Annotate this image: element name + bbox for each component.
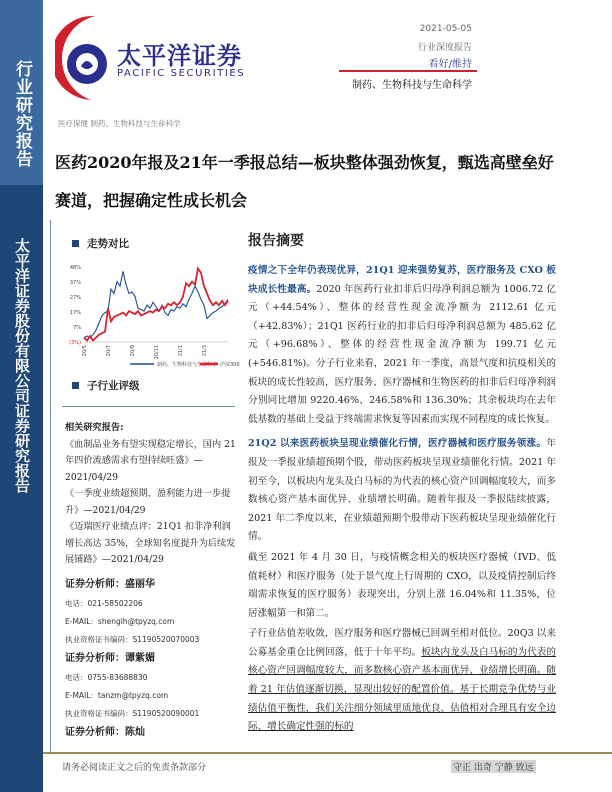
x-tick-label: 21/1: [178, 345, 184, 357]
rating: 看好/维持: [428, 59, 472, 70]
summary-paragraph: [248, 262, 556, 429]
breadcrumb: 医疗保健 制药、生物科技与生命科学: [58, 119, 181, 128]
analyst-cert: 执业资格证书编码：S1190520070003: [65, 634, 200, 644]
related-reports-heading: 相关研究报告:: [65, 422, 124, 433]
y-tick-label: 7%: [73, 325, 81, 331]
header-divider: [339, 70, 477, 72]
subindustry-heading: [72, 378, 140, 393]
summary-text: 年报及一季报业绩超预期个股，带动医药板块呈现业绩催化行情。2021 年初至今，以板块内龙头及白马标的为代表的核心资产回调幅度较大，而多数核心资产基本面优异、业绩增长明确。随着年报及一季报陆续披露，2021 年二季度以来，在业绩超预期个股带动下医药板块呈现业绩催化行情。: [248, 438, 556, 543]
x-tick-label: 20/5: [82, 345, 88, 357]
x-tick-label: 20/7: [106, 345, 112, 357]
column-divider: [50, 220, 51, 752]
bullet-square-icon: [72, 382, 79, 389]
summary-paragraph: [248, 435, 556, 547]
brand-name-en: PACIFIC SECURITIES: [117, 68, 246, 79]
legend-label-sector: 制药、生物科技与生命科学: [157, 362, 218, 368]
analyst-cert: 执业资格证书编码：S1190520090001: [65, 708, 200, 718]
summary-heading: 报告摘要: [248, 233, 304, 249]
summary-highlight: 疫情之下全年仍表现优异，21Q1 迎来强势复苏，医疗服务及 CXO 板块成长性最高。: [248, 265, 556, 295]
brand-name-cn: 太平洋证券: [117, 42, 242, 70]
x-tick-label: 20/9: [130, 345, 136, 357]
y-tick-label: 17%: [69, 310, 81, 316]
industry-label: 制药、生物科技与生命科学: [352, 80, 472, 91]
page-title-line-1: 医药2020年报及21年一季报总结—板块整体强劲恢复，甄选高壁垒好: [55, 153, 554, 172]
trend-heading-text: 走势对比: [87, 238, 129, 250]
disclaimer-note: 请务必阅读正文之后的免责条款部分: [62, 763, 207, 773]
y-tick-label: 27%: [69, 295, 81, 301]
y-tick-label: 48%: [69, 265, 81, 271]
related-report-link[interactable]: 《迈瑞医疗业绩点评：21Q1 扣非净利润增长高达 35%，全球知名度提升为后续发展铺路》—2021/04/29: [65, 521, 236, 565]
company-motto: 守正 出奇 宁静 致远: [451, 760, 536, 773]
left-divider: [62, 406, 235, 407]
summary-body: [248, 262, 556, 739]
trend-heading: [72, 236, 129, 251]
legend-label-hs300: 沪深300: [220, 362, 240, 368]
x-tick-label: 21/3: [202, 345, 208, 357]
hs300-line: [84, 269, 228, 341]
footer-divider: [43, 752, 612, 754]
pacific-logo-icon: [55, 14, 115, 102]
bullet-square-icon: [72, 240, 79, 247]
analyst-name: 证券分析师：盛丽华: [65, 578, 155, 590]
report-type: 行业深度报告: [417, 43, 472, 53]
summary-paragraph: 截至 2021 年 4 月 30 日，与疫情概念相关的板块医疗器械（IVD、低值耗材）和医疗服务（处于景气度上行周期的 CXO，以及疫情控制后终端需求恢复的医疗服务）表现突出，分别上涨 16.04%和 11.35%，位居涨幅第一和第二。: [248, 551, 556, 619]
analyst-email[interactable]: E-MAIL：shenglh@tpyzq.com: [65, 616, 175, 626]
related-report-link[interactable]: 《一季度业绩超预期，盈利能力进一步提升》—2021/04/29: [65, 488, 231, 516]
summary-underlined-text: 板块内龙头及白马标的为代表的核心资产回调幅度较大，而多数核心资产基本面优异、业绩增长明确。随着 21 年估值逐渐切换，显现出较好的配置价值。基于长期竞争优势与业绩估值平衡性，我们关注细分领域里质地优良、估值相对合理具有安全边际、增长确定性强的标的: [248, 646, 557, 733]
x-tick-label: 20/11: [154, 345, 160, 360]
subindustry-heading-text: 子行业评级: [87, 380, 140, 392]
analyst-name: 证券分析师：谭紫媚: [65, 652, 155, 664]
analyst-email[interactable]: E-MAIL：tanzm@tpyzq.com: [65, 690, 169, 700]
analyst-name: 证券分析师：陈灿: [65, 726, 145, 738]
summary-highlight: 21Q2 以来医药板块呈现业绩催化行情，医疗器械和医疗服务领涨。: [248, 438, 547, 450]
summary-text: 子行业估值差收敛，医疗服务和医疗器械已回调至相对低位。20Q3 以来公募基金重仓比例回落，低于十年平均。: [248, 628, 556, 658]
sidebar-label-company: 太平洋证券股份有限公司证券研究报告: [13, 238, 31, 493]
related-report-link[interactable]: 《血制品业务有望实现稳定增长，国内 21 年四价流感需求有望持续旺盛》—2021/04/29: [65, 438, 236, 483]
y-tick-label: (3%): [69, 340, 81, 346]
analyst-phone: 电话：0755-83688830: [65, 672, 148, 682]
page-title-line-2: 赛道，把握确定性成长机会: [55, 191, 248, 210]
analyst-phone: 电话：021-58502206: [65, 598, 143, 608]
summary-text: 2020 年医药行业扣非后归母净利润总额为 1006.72 亿元（+44.54%）、整体的经营性现金流净额为 2112.61 亿元（+42.83%）；21Q1 医药行业的扣非后归母净利润总额为 485.62 亿元（+96.68%）、整体的经营性现金流净额为 199.71 亿元(+546.81%)。分子行业来看，2021 年一季度，高景气度和抗疫相关的板块的成长性较高，医疗服务、医疗器械和生物医药的扣非后归母净利润分别同比增加 9220.46%、246.58%和 136.30%；其余板块均在去年低基数的基础上受益于终端需求恢复等因素而实现不同程度的成长恢复。: [248, 283, 556, 425]
report-date: 2021-05-05: [419, 24, 472, 34]
y-tick-label: 37%: [69, 280, 81, 286]
sidebar-label-industry-report: 行业研究报告: [12, 60, 32, 168]
trend-chart: [60, 258, 240, 373]
summary-paragraph: [248, 625, 556, 737]
